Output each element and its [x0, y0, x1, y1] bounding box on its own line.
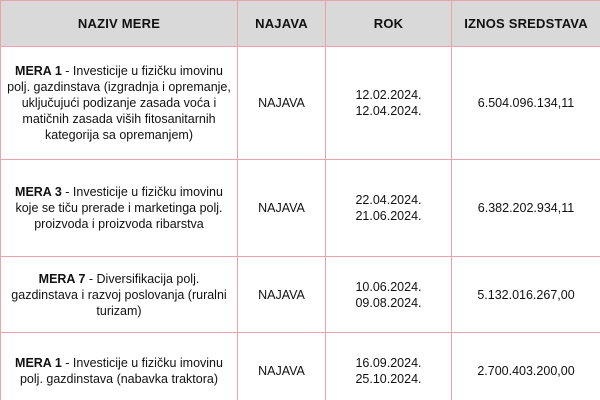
- measure-description: - Investicije u fizičku imovinu polj. gazdinstava (izgradnja i opremanje, uključujući podizanje zasada voća i matičnih zasada viših fitosanitarnih kategorija sa opremanjem): [7, 64, 231, 142]
- measure-description-cell: [1, 257, 238, 333]
- amount-cell: 6.504.096.134,11: [452, 47, 600, 160]
- header-rok: ROK: [326, 1, 452, 47]
- date-to: 21.06.2024.: [355, 209, 422, 223]
- date-from: 12.02.2024.: [355, 88, 422, 102]
- date-to: 09.08.2024.: [355, 295, 422, 310]
- measure-description-cell: [1, 47, 238, 160]
- header-najava: NAJAVA: [238, 1, 326, 47]
- header-row: [1, 1, 600, 47]
- deadline-cell: [326, 160, 452, 257]
- deadline-cell: [326, 333, 452, 400]
- measure-name: MERA 3: [15, 185, 62, 199]
- measure-description-cell: [1, 160, 238, 257]
- table-row: [1, 160, 600, 257]
- measure-description: - Diversifikacija polj. gazdinstava i razvoj poslovanja (ruralni turizam): [11, 271, 227, 318]
- header-naziv-mere: NAZIV MERE: [1, 1, 238, 47]
- table-row: [1, 333, 600, 400]
- measure-description-cell: [1, 333, 238, 400]
- amount-cell: 6.382.202.934,11: [452, 160, 600, 257]
- date-to: 12.04.2024.: [355, 104, 422, 118]
- date-from: 10.06.2024.: [355, 279, 422, 294]
- status-cell: NAJAVA: [238, 47, 326, 160]
- status-cell: NAJAVA: [238, 333, 326, 400]
- date-from: 22.04.2024.: [355, 193, 422, 207]
- deadline-cell: [326, 257, 452, 333]
- table-row: [1, 257, 600, 333]
- deadline-cell: [326, 47, 452, 160]
- amount-cell: 5.132.016.267,00: [452, 257, 600, 333]
- date-from: 16.09.2024.: [355, 356, 422, 370]
- measure-name: MERA 7: [38, 271, 86, 286]
- measure-description: - Investicije u fizičku imovinu polj. gazdinstava (nabavka traktora): [19, 356, 223, 386]
- table-row: [1, 47, 600, 160]
- measure-name: MERA 1: [15, 356, 62, 370]
- measure-name: MERA 1: [15, 64, 62, 78]
- header-iznos-sredstava: IZNOS SREDSTAVA: [452, 1, 600, 47]
- amount-cell: 2.700.403.200,00: [452, 333, 600, 400]
- status-cell: NAJAVA: [238, 160, 326, 257]
- measure-description: - Investicije u fizičku imovinu koje se tiču prerade i marketinga polj. proizvoda i proizvoda ribarstva: [15, 185, 223, 231]
- status-cell: NAJAVA: [238, 257, 326, 333]
- date-to: 25.10.2024.: [355, 372, 422, 386]
